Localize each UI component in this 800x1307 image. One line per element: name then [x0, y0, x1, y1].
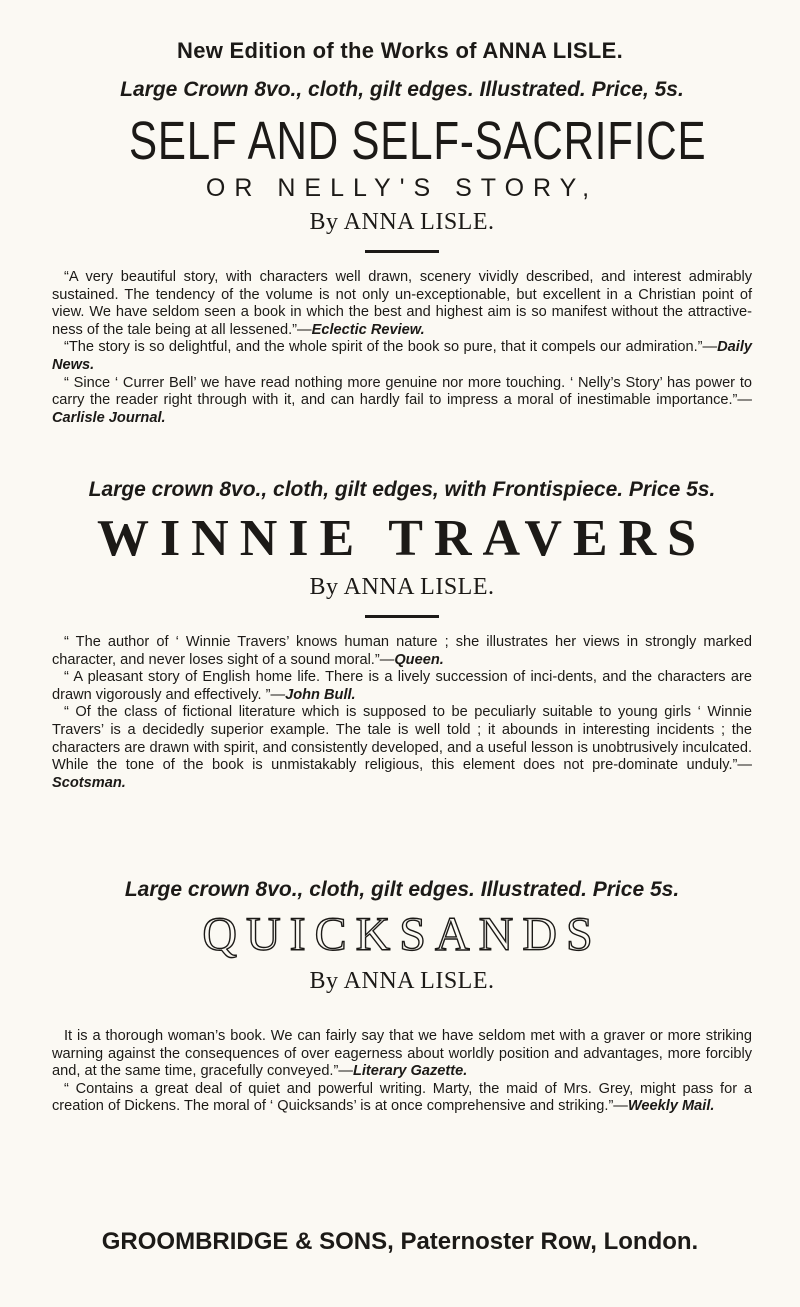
review-quote: “ A pleasant story of English home life. There is a lively succession of inci-dents, and the characters are drawn vigorously and effectively. ”—John Bull.: [52, 669, 752, 703]
book-section-self-and-self-sacrifice: [52, 78, 752, 427]
review-quote: “ The author of ‘ Winnie Travers’ knows human nature ; she illustrates her views in strongly marked character, and never loses sight of a sound moral.”—Queen.: [52, 634, 752, 668]
book-section-winnie-travers: [52, 478, 752, 792]
book-title: QUICKSANDS: [202, 908, 602, 961]
book-title: WINNIE TRAVERS: [96, 510, 708, 567]
review-list: [52, 634, 752, 792]
review-quote: “A very beautiful story, with characters well drawn, scenery vividly described, and interest admirably sustained. The tendency of the volume is not only un-exceptionable, but excellent in a Christian point of view. We have seldom seen a book in which the best and highest aim is so manifest without the attractive-ness of the tale being at all lessened.”—Eclectic Review.: [52, 269, 752, 338]
book-byline: By ANNA LISLE.: [309, 968, 495, 994]
divider-rule: [365, 615, 439, 618]
book-subtitle: OR NELLY'S STORY,: [205, 174, 599, 202]
review-list: [52, 1028, 752, 1116]
divider-rule: [365, 250, 439, 253]
review-quote: It is a thorough woman’s book. We can fairly say that we have seldom met with a graver or more striking warning against the consequences of over eagerness about worldly position and advantages, more forcibly and, at the same time, gracefully conveyed.”—Literary Gazette.: [52, 1028, 752, 1080]
book-title: SELF AND SELF-SACRIFICE: [129, 111, 707, 171]
book-byline: By ANNA LISLE.: [309, 574, 495, 600]
review-quote: “ Contains a great deal of quiet and powerful writing. Marty, the maid of Mrs. Grey, might pass for a creation of Dickens. The moral of ‘ Quicksands’ is at once comprehensive and striking.”—Weekly Mail.: [52, 1080, 752, 1115]
review-quote: “ Of the class of fictional literature which is supposed to be peculiarly suitable to young girls ‘ Winnie Travers’ is a decidedly superior example. The tale is well told ; it abounds in interesting incidents ; the characters are drawn with spirit, and consistently developed, and a useful lesson is unobtrusively inculcated. While the tone of the book is unmistakably religious, this element does not pre-dominate unduly.”—Scotsman.: [52, 704, 752, 791]
review-quote: “ Since ‘ Currer Bell’ we have read nothing more genuine nor more touching. ‘ Nelly’s Story’ has power to carry the reader right through with it, and can hardly fail to impress a moral of inestimable importance.”—Carlisle Journal.: [52, 374, 752, 426]
book-section-quicksands: [52, 878, 752, 1116]
book-spec: Large crown 8vo., cloth, gilt edges, with Frontispiece. Price 5s.: [88, 478, 716, 501]
review-list: [52, 269, 752, 427]
book-spec: Large crown 8vo., cloth, gilt edges. Illustrated. Price 5s.: [124, 878, 680, 901]
book-spec: Large Crown 8vo., cloth, gilt edges. Illustrated. Price, 5s.: [120, 78, 684, 101]
book-byline: By ANNA LISLE.: [309, 209, 495, 235]
review-quote: “The story is so delightful, and the whole spirit of the book so pure, that it compels our admiration.”—Daily News.: [52, 339, 752, 373]
publisher-footer: GROOMBRIDGE & SONS, Paternoster Row, London.: [101, 1228, 699, 1255]
page-header: New Edition of the Works of ANNA LISLE.: [177, 38, 623, 63]
